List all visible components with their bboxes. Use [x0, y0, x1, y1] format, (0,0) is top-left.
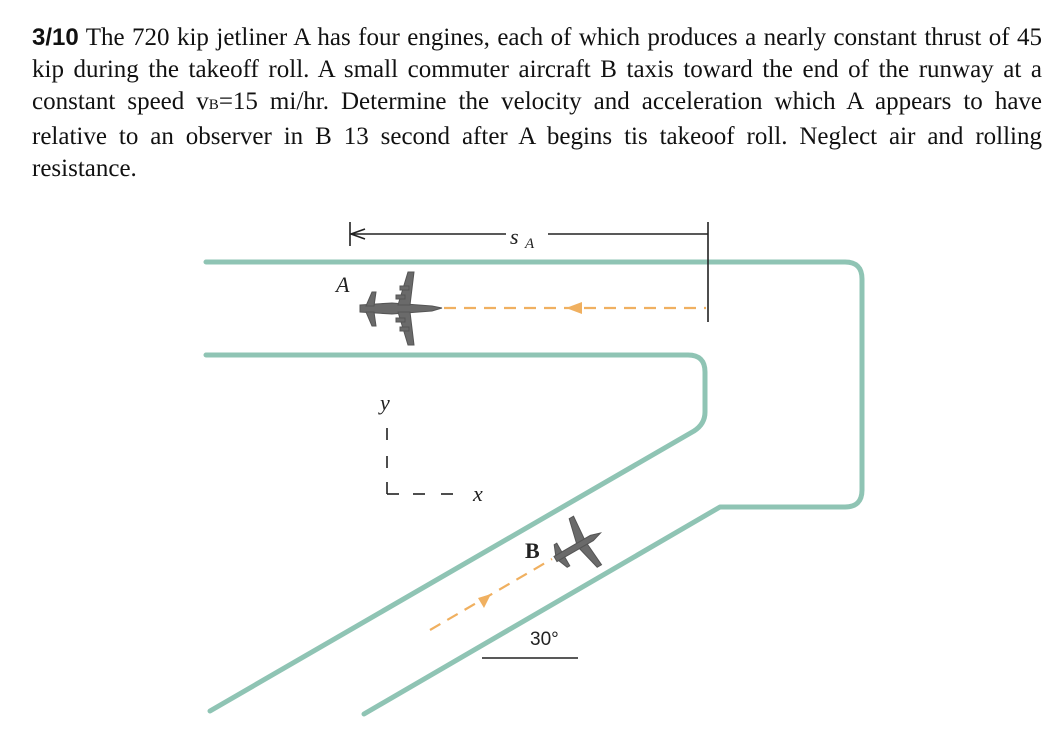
jetliner-A-icon [360, 272, 442, 345]
label-B: B [525, 538, 540, 563]
label-sA-subscript: A [525, 236, 535, 252]
jet-engine-1 [400, 286, 409, 290]
jet-tail-upper [366, 292, 376, 306]
jet-engine-2 [396, 295, 405, 299]
subscript-b: B [208, 97, 219, 113]
jet-tail-lower [366, 312, 376, 326]
jet-engine-3 [396, 318, 405, 322]
path-line-B [430, 559, 552, 630]
direction-arrow-B [478, 594, 491, 608]
label-y: y [380, 390, 390, 415]
coordinate-axes [387, 428, 453, 494]
label-x: x [473, 481, 483, 506]
problem-number: 3/10 [32, 24, 79, 51]
problem-text-part2: =15 mi/hr. Determine the velocity and acceleration which A appears to have relative to an observer in B 13 second after A begins tis takeoof roll. Neglect air and rolling resistance. [32, 88, 1043, 182]
commuter-wing-lower [580, 543, 602, 570]
runway-inner-edge [206, 355, 705, 711]
direction-arrow-A [566, 302, 582, 314]
problem-text-part1: The 720 kip jetliner A has four engines, each of which produces a nearly constant thrust of 45 kip during the takeoff roll. A small commuter aircraft B taxis toward the end of the runway at a constant speed v [32, 24, 1042, 115]
label-A: A [336, 272, 350, 297]
path-of-B [430, 559, 552, 630]
jet-engine-4 [400, 327, 409, 331]
label-sA: s [510, 224, 519, 249]
commuter-wing-upper [564, 516, 586, 543]
label-angle-30: 30° [530, 629, 559, 650]
